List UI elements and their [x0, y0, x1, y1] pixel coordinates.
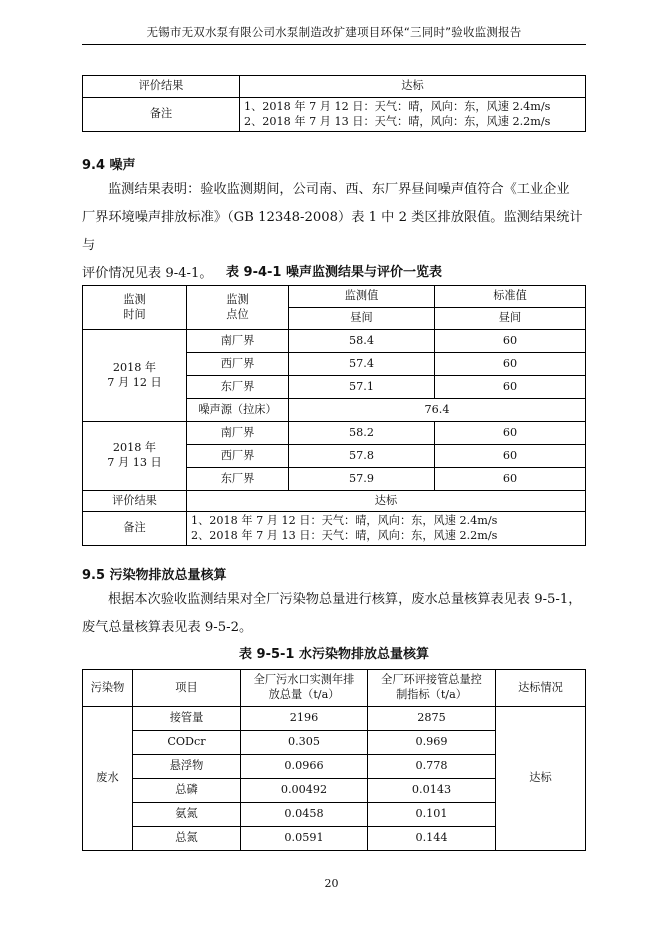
value-cell: 57.8 [289, 445, 435, 468]
remark-line: 1、2018 年 7 月 12 日：天气：晴，风向：东，风速 2.4m/s [244, 99, 551, 113]
header-rule [82, 44, 586, 45]
measured-cell: 0.0458 [241, 803, 368, 827]
noise-table [82, 285, 586, 546]
remark-cell [240, 98, 586, 132]
report-header: 无锡市无双水泵有限公司水泵制造改扩建项目环保“三同时”验收监测报告 [146, 25, 522, 39]
eval-value: 达标 [240, 76, 586, 98]
remark-line: 2、2018 年 7 月 13 日：天气：晴，风向：东，风速 2.2m/s [244, 114, 551, 128]
remark-label: 备注 [83, 512, 187, 546]
item-cell: 总磷 [133, 779, 241, 803]
water-pollutant-table [82, 669, 586, 851]
point-cell: 西厂界 [187, 445, 289, 468]
date-cell: 2018 年 7 月 13 日 [83, 422, 187, 491]
para-line: 评价情况见表 9-4-1。 [82, 266, 213, 281]
item-cell: 总氮 [133, 827, 241, 851]
section-heading-9-4: 9.4 噪声 [82, 158, 136, 173]
col-header-measured: 全厂污水口实测年排 放总量（t/a） [241, 670, 368, 707]
value-cell: 58.4 [289, 330, 435, 353]
std-cell: 60 [435, 376, 586, 399]
value-cell: 58.2 [289, 422, 435, 445]
pollutant-cell: 废水 [83, 707, 133, 851]
col-header-limit: 全厂环评接管总量控 制指标（t/a） [368, 670, 496, 707]
limit-cell: 0.969 [368, 731, 496, 755]
remark-line: 2、2018 年 7 月 13 日：天气：晴，风向：东，风速 2.2m/s [191, 528, 498, 542]
limit-cell: 0.101 [368, 803, 496, 827]
table-row [83, 422, 586, 445]
col-subheader-daytime: 昼间 [289, 308, 435, 330]
remark-line: 1、2018 年 7 月 12 日：天气：晴，风向：东，风速 2.4m/s [191, 513, 498, 527]
point-cell: 东厂界 [187, 376, 289, 399]
date-cell: 2018 年 7 月 12 日 [83, 330, 187, 422]
limit-cell: 2875 [368, 707, 496, 731]
top-continuation-table [82, 75, 586, 132]
table-caption-9-4-1: 表 9-4-1 噪声监测结果与评价一览表 [226, 265, 442, 280]
std-cell: 60 [435, 353, 586, 376]
col-header-point: 监测 点位 [187, 286, 289, 330]
measured-cell: 2196 [241, 707, 368, 731]
measured-cell: 0.0966 [241, 755, 368, 779]
source-label-cell: 噪声源（拉床） [187, 399, 289, 422]
section-heading-9-5: 9.5 污染物排放总量核算 [82, 568, 227, 583]
limit-cell: 0.144 [368, 827, 496, 851]
point-cell: 东厂界 [187, 468, 289, 491]
page-number: 20 [324, 877, 339, 890]
col-header-standard: 标准值 [435, 286, 586, 308]
remark-cell [187, 512, 586, 546]
value-cell: 57.1 [289, 376, 435, 399]
col-header-item: 项目 [133, 670, 241, 707]
value-cell: 57.9 [289, 468, 435, 491]
para-line: 监测结果表明：验收监测期间，公司南、西、东厂界昼间噪声值符合《工业企业 [108, 182, 570, 197]
status-cell: 达标 [496, 707, 586, 851]
section-9-5-paragraph [82, 586, 586, 642]
remark-label: 备注 [83, 98, 240, 132]
std-cell: 60 [435, 445, 586, 468]
col-header-status: 达标情况 [496, 670, 586, 707]
std-cell: 60 [435, 422, 586, 445]
para-line: 根据本次验收监测结果对全厂污染物总量进行核算，废水总量核算表见表 9-5-1， [108, 592, 582, 607]
value-cell: 57.4 [289, 353, 435, 376]
col-header-pollutant: 污染物 [83, 670, 133, 707]
para-line: 废气总量核算表见表 9-5-2。 [82, 620, 253, 635]
table-caption-9-5-1: 表 9-5-1 水污染物排放总量核算 [239, 647, 429, 662]
table-row [83, 707, 586, 731]
para-line: 厂界环境噪声排放标准》（GB 12348-2008）表 1 中 2 类区排放限值。监测结果统计与 [82, 210, 583, 253]
source-value-cell: 76.4 [289, 399, 586, 422]
col-subheader-daytime: 昼间 [435, 308, 586, 330]
limit-cell: 0.0143 [368, 779, 496, 803]
measured-cell: 0.00492 [241, 779, 368, 803]
table-row [83, 491, 586, 512]
point-cell: 南厂界 [187, 330, 289, 353]
point-cell: 西厂界 [187, 353, 289, 376]
eval-label: 评价结果 [83, 491, 187, 512]
measured-cell: 0.305 [241, 731, 368, 755]
table-row [83, 512, 586, 546]
point-cell: 南厂界 [187, 422, 289, 445]
item-cell: 接管量 [133, 707, 241, 731]
std-cell: 60 [435, 330, 586, 353]
measured-cell: 0.0591 [241, 827, 368, 851]
table-row [83, 330, 586, 353]
eval-value: 达标 [187, 491, 586, 512]
item-cell: 悬浮物 [133, 755, 241, 779]
std-cell: 60 [435, 468, 586, 491]
col-header-time: 监测 时间 [83, 286, 187, 330]
col-header-measured: 监测值 [289, 286, 435, 308]
eval-label: 评价结果 [83, 76, 240, 98]
item-cell: 氨氮 [133, 803, 241, 827]
item-cell: CODcr [133, 731, 241, 755]
limit-cell: 0.778 [368, 755, 496, 779]
